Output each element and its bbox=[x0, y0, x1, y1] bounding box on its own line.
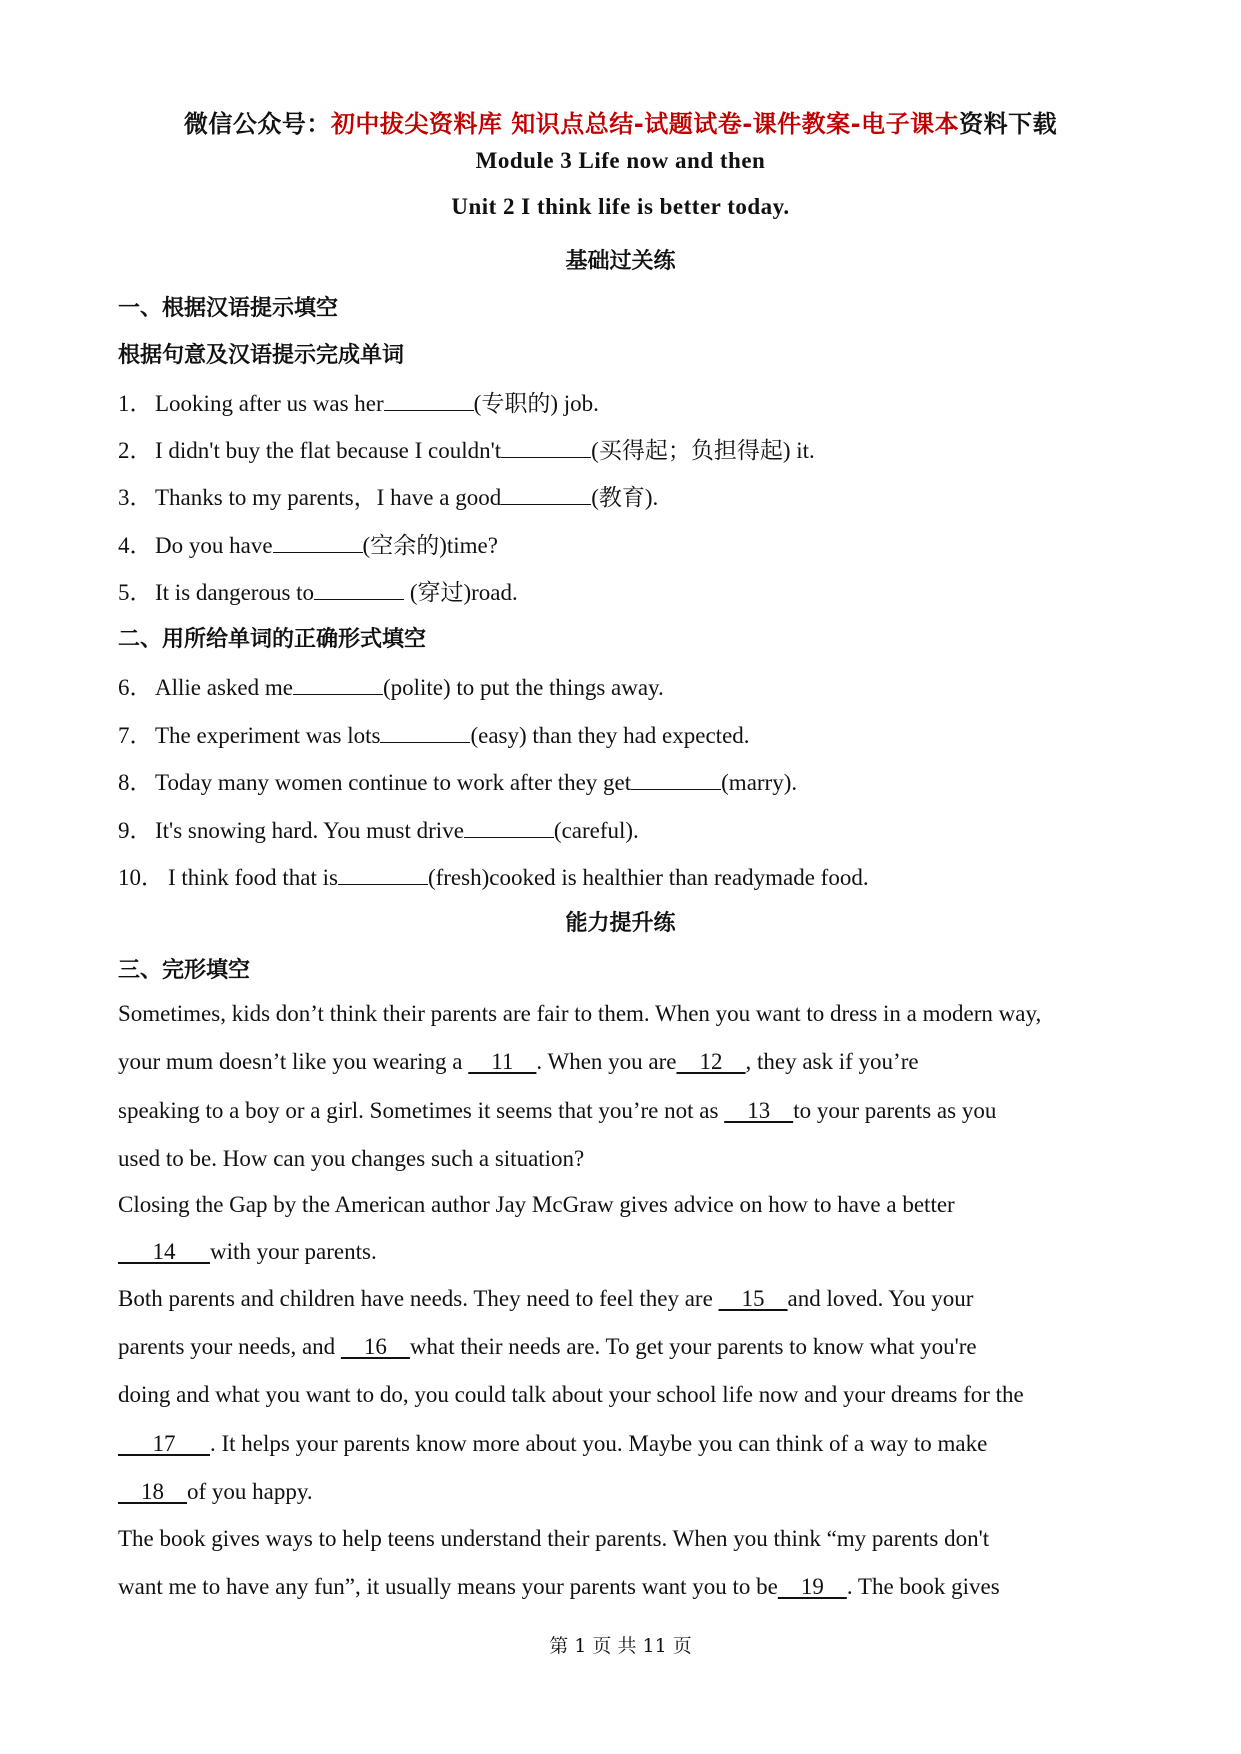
cloze-line: 14 with your parents. bbox=[118, 1239, 377, 1264]
question-3: 3． Thanks to my parents，I have a good (教育). bbox=[118, 479, 658, 512]
section1-heading: 一、根据汉语提示填空 bbox=[118, 296, 339, 321]
question-2: 2． I didn't buy the flat because I couldn't (买得起；负担得起) it. bbox=[118, 432, 815, 465]
cloze-line: speaking to a boy or a girl. Sometimes it seems that you’re not as 13 to your parents as you bbox=[118, 1098, 997, 1123]
question-number: 7． bbox=[118, 723, 153, 748]
cloze-line: your mum doesn’t like you wearing a 11 . When you are 12 , they ask if you’re bbox=[118, 1049, 919, 1074]
question-number: 8． bbox=[118, 770, 153, 795]
answer-blank[interactable] bbox=[501, 437, 591, 458]
page-number-footer: 第 1 页 共 11 页 bbox=[549, 1635, 692, 1657]
cloze-blank-16[interactable]: 16 bbox=[340, 1334, 410, 1359]
cloze-line: parents your needs, and 16 what their needs are. To get your parents to know what you're bbox=[118, 1334, 977, 1359]
header-prefix: 微信公众号： bbox=[183, 110, 331, 138]
cloze-line: Closing the Gap by the American author Jay McGraw gives advice on how to have a better bbox=[118, 1192, 955, 1217]
cloze-blank-13[interactable]: 13 bbox=[724, 1098, 794, 1123]
question-number: 1． bbox=[118, 391, 153, 416]
section2-heading: 二、用所给单词的正确形式填空 bbox=[118, 627, 427, 652]
question-number: 5． bbox=[118, 580, 153, 605]
basic-practice-title: 基础过关练 bbox=[565, 249, 676, 274]
cloze-line: 17 . It helps your parents know more about you. Maybe you can think of a way to make bbox=[118, 1431, 988, 1456]
cloze-line: Sometimes, kids don’t think their parents are fair to them. When you want to dress in a modern way, bbox=[118, 1001, 1042, 1026]
answer-blank[interactable] bbox=[501, 484, 591, 505]
cloze-line: doing and what you want to do, you could talk about your school life now and your dreams for the bbox=[118, 1382, 1024, 1407]
cloze-blank-17[interactable]: 17 bbox=[118, 1431, 210, 1456]
answer-blank[interactable] bbox=[384, 390, 474, 411]
answer-blank[interactable] bbox=[293, 674, 383, 695]
question-9: 9． It's snowing hard. You must drive (careful). bbox=[118, 812, 639, 845]
question-number: 10． bbox=[118, 865, 164, 890]
question-7: 7． The experiment was lots (easy) than they had expected. bbox=[118, 717, 750, 750]
cloze-blank-15[interactable]: 15 bbox=[718, 1286, 788, 1311]
cloze-blank-12[interactable]: 12 bbox=[676, 1049, 746, 1074]
question-number: 6． bbox=[118, 675, 153, 700]
header-red-text: 初中拔尖资料库 知识点总结-试题试卷-课件教案-电子课本 bbox=[330, 110, 960, 138]
cloze-line: want me to have any fun”, it usually means your parents want you to be 19 . The book gives bbox=[118, 1574, 1000, 1599]
cloze-line: Both parents and children have needs. They need to feel they are 15 and loved. You your bbox=[118, 1286, 974, 1311]
answer-blank[interactable] bbox=[631, 769, 721, 790]
answer-blank[interactable] bbox=[380, 722, 470, 743]
question-5: 5． It is dangerous to (穿过)road. bbox=[118, 574, 518, 607]
question-number: 9． bbox=[118, 818, 153, 843]
cloze-blank-14[interactable]: 14 bbox=[118, 1239, 210, 1264]
header-suffix: 资料下载 bbox=[959, 110, 1058, 138]
module-title: Module 3 Life now and then bbox=[475, 148, 766, 173]
page-header bbox=[0, 104, 1241, 139]
question-4: 4． Do you have (空余的)time? bbox=[118, 527, 498, 560]
answer-blank[interactable] bbox=[464, 817, 554, 838]
answer-blank[interactable] bbox=[273, 532, 363, 553]
question-6: 6． Allie asked me (polite) to put the things away. bbox=[118, 669, 664, 702]
question-number: 3． bbox=[118, 485, 153, 510]
cloze-line: 18 of you happy. bbox=[118, 1479, 313, 1504]
question-number: 4． bbox=[118, 533, 153, 558]
section3-heading: 三、完形填空 bbox=[118, 958, 251, 983]
cloze-line: The book gives ways to help teens understand their parents. When you think “my parents don't bbox=[118, 1526, 990, 1551]
question-1: 1． Looking after us was her (专职的) job. bbox=[118, 385, 599, 418]
unit-title: Unit 2 I think life is better today. bbox=[451, 194, 790, 219]
cloze-blank-19[interactable]: 19 bbox=[777, 1574, 847, 1599]
cloze-line: used to be. How can you changes such a situation? bbox=[118, 1146, 585, 1171]
advanced-practice-title: 能力提升练 bbox=[565, 911, 676, 936]
question-8: 8． Today many women continue to work after they get (marry). bbox=[118, 764, 797, 797]
question-number: 2． bbox=[118, 438, 153, 463]
section1-subheading: 根据句意及汉语提示完成单词 bbox=[118, 343, 405, 368]
question-10: 10． I think food that is (fresh)cooked is healthier than readymade food. bbox=[118, 859, 869, 892]
cloze-blank-11[interactable]: 11 bbox=[468, 1049, 537, 1074]
cloze-blank-18[interactable]: 18 bbox=[118, 1479, 187, 1504]
answer-blank[interactable] bbox=[314, 579, 404, 600]
answer-blank[interactable] bbox=[338, 864, 428, 885]
